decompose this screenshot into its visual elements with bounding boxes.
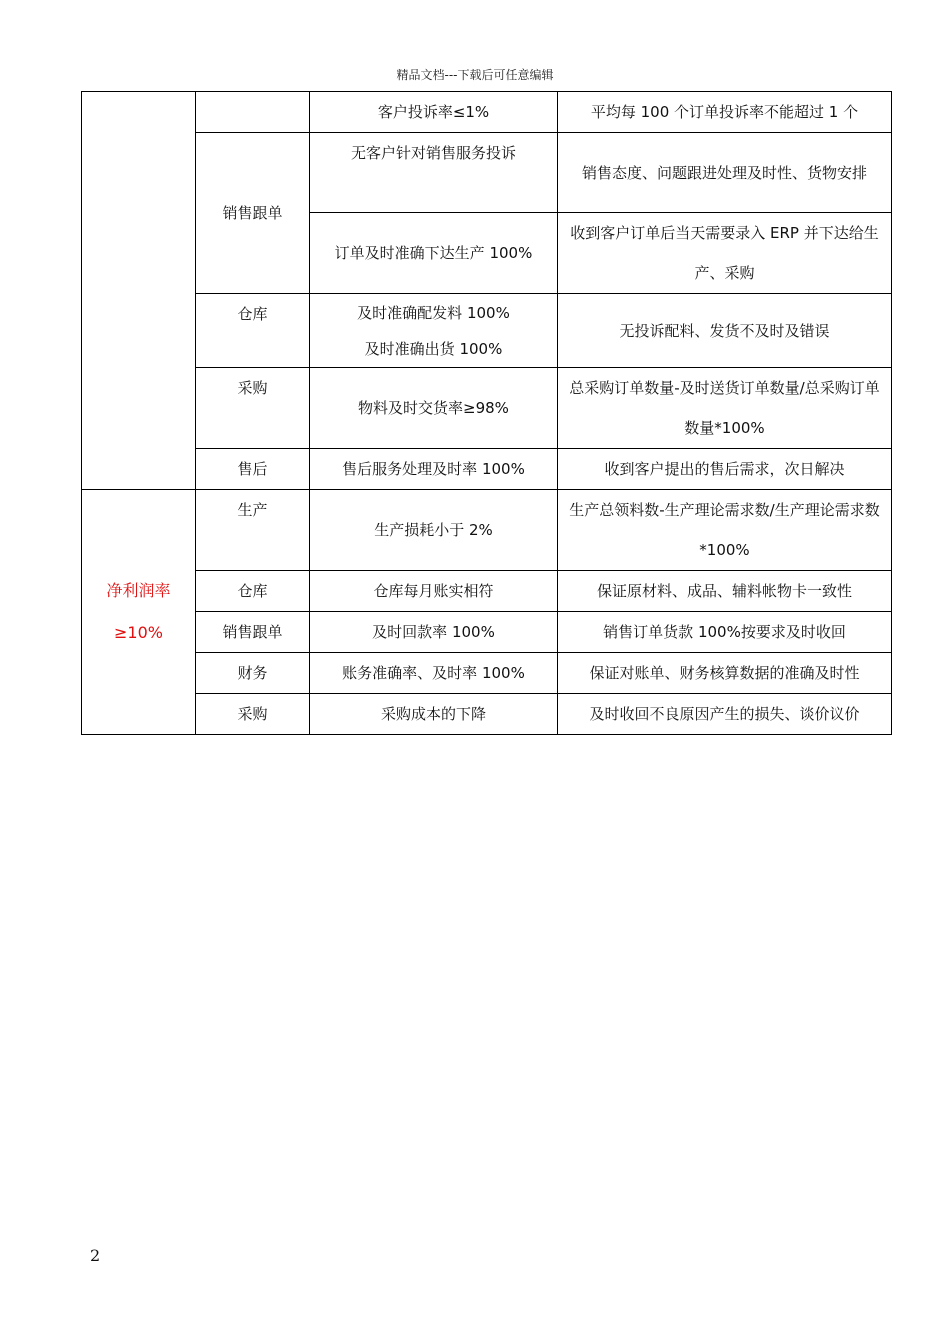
dept-cell-empty: [196, 92, 310, 133]
dept-cell: 生产: [196, 490, 310, 571]
page-number: 2: [90, 1246, 101, 1265]
dept-cell: 仓库: [196, 294, 310, 368]
indicator-cell: 账务准确率、及时率 100%: [310, 653, 558, 694]
table-row: [82, 449, 892, 490]
table-row: [82, 571, 892, 612]
description-cell: 收到客户订单后当天需要录入 ERP 并下达给生产、采购: [558, 213, 892, 294]
table-row: [82, 612, 892, 653]
indicator-cell: 订单及时准确下达生产 100%: [310, 213, 558, 294]
target-value: ≥10%: [114, 623, 163, 642]
dept-cell: 采购: [196, 694, 310, 735]
indicator-cell: 生产损耗小于 2%: [310, 490, 558, 571]
dept-cell: 销售跟单: [196, 133, 310, 294]
table-row: [82, 490, 892, 571]
table-row: [82, 368, 892, 449]
description-cell: 生产总领料数-生产理论需求数/生产理论需求数*100%: [558, 490, 892, 571]
indicator-cell: 无客户针对销售服务投诉: [310, 133, 558, 213]
description-cell: 保证对账单、财务核算数据的准确及时性: [558, 653, 892, 694]
indicator-cell: 客户投诉率≤1%: [310, 92, 558, 133]
indicator-cell: 物料及时交货率≥98%: [310, 368, 558, 449]
description-cell: 无投诉配料、发货不及时及错误: [558, 294, 892, 368]
dept-cell: 财务: [196, 653, 310, 694]
description-cell: 总采购订单数量-及时送货订单数量/总采购订单数量*100%: [558, 368, 892, 449]
table-row: [82, 694, 892, 735]
dept-cell: 采购: [196, 368, 310, 449]
target-cell-empty: [82, 92, 196, 490]
dept-cell: 售后: [196, 449, 310, 490]
table-row: [82, 133, 892, 213]
dept-cell: 销售跟单: [196, 612, 310, 653]
table-row: [82, 92, 892, 133]
indicator-cell: 仓库每月账实相符: [310, 571, 558, 612]
description-cell: 保证原材料、成品、辅料帐物卡一致性: [558, 571, 892, 612]
dept-cell: 仓库: [196, 571, 310, 612]
description-cell: 收到客户提出的售后需求，次日解决: [558, 449, 892, 490]
description-cell: 销售订单货款 100%按要求及时收回: [558, 612, 892, 653]
indicator-line: 及时准确配发料 100%: [357, 303, 510, 322]
indicator-line: 及时准确出货 100%: [364, 339, 503, 358]
table-row: [82, 294, 892, 368]
page-header: 精品文档---下载后可任意编辑: [396, 68, 554, 82]
kpi-table: [81, 91, 892, 735]
description-cell: 销售态度、问题跟进处理及时性、货物安排: [558, 133, 892, 213]
target-label: 净利润率: [106, 581, 171, 600]
target-cell: [82, 490, 196, 735]
indicator-cell: 售后服务处理及时率 100%: [310, 449, 558, 490]
indicator-cell: 及时回款率 100%: [310, 612, 558, 653]
description-cell: 平均每 100 个订单投诉率不能超过 1 个: [558, 92, 892, 133]
table-row: [82, 653, 892, 694]
indicator-cell: 采购成本的下降: [310, 694, 558, 735]
indicator-cell: [310, 294, 558, 368]
description-cell: 及时收回不良原因产生的损失、谈价议价: [558, 694, 892, 735]
